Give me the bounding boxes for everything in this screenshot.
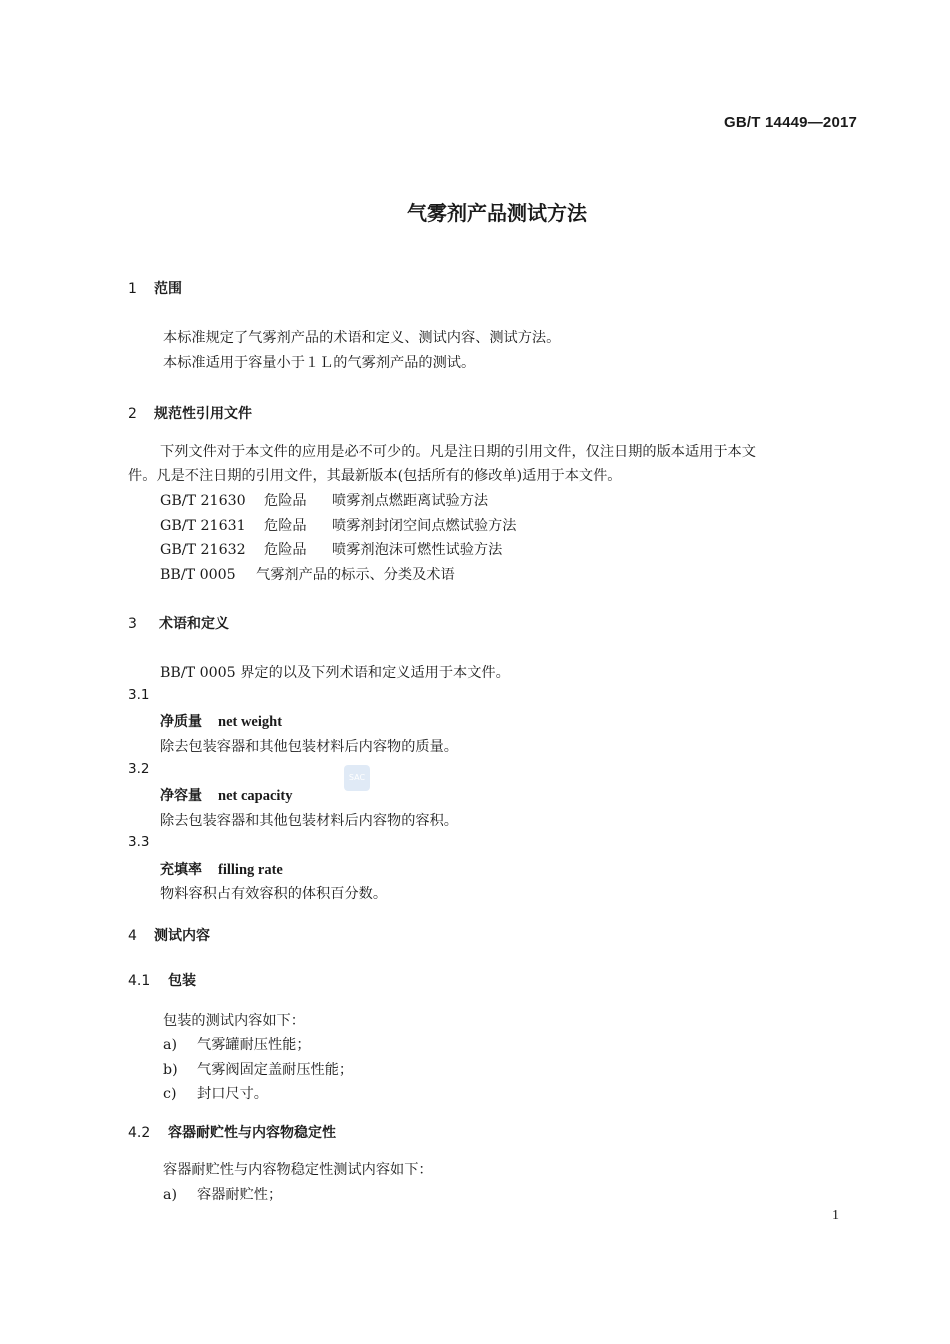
- section-4-1-intro: 包装的测试内容如下：: [163, 1013, 305, 1029]
- reference-item: [160, 515, 516, 535]
- list-item-label: c): [163, 1086, 177, 1102]
- reference-code: GB/T 21632: [160, 542, 246, 558]
- term-heading: [160, 859, 283, 879]
- section-1-heading: [128, 278, 182, 298]
- term-en: net capacity: [218, 788, 293, 804]
- term-en: filling rate: [218, 862, 283, 878]
- list-item: [163, 1083, 268, 1103]
- reference-title: 喷雾剂泡沫可燃性试验方法: [332, 542, 503, 558]
- section-4-2-title: 容器耐贮性与内容物稳定性: [168, 1125, 336, 1141]
- term-heading: [160, 785, 293, 805]
- reference-title: 喷雾剂封闭空间点燃试验方法: [332, 518, 517, 534]
- section-4-2-intro: 容器耐贮性与内容物稳定性测试内容如下：: [163, 1162, 433, 1178]
- list-item-text: 容器耐贮性；: [197, 1187, 283, 1203]
- term-number: 3.3: [128, 834, 150, 850]
- term-zh: 充填率: [160, 862, 202, 878]
- section-4-1-title: 包装: [168, 973, 196, 989]
- term-zh: 净容量: [160, 788, 202, 804]
- list-item-text: 封口尺寸。: [197, 1086, 268, 1102]
- page-number: 1: [832, 1208, 839, 1223]
- reference-item: [160, 564, 455, 584]
- section-3-title: 术语和定义: [159, 616, 229, 632]
- term-definition: 除去包装容器和其他包装材料后内容物的容积。: [160, 813, 458, 829]
- reference-item: [160, 490, 488, 510]
- reference-category: 危险品: [264, 542, 307, 558]
- reference-title: 喷雾剂点燃距离试验方法: [332, 493, 489, 509]
- term-number: 3.2: [128, 761, 150, 777]
- section-4-heading: [128, 925, 210, 945]
- section-2-intro-line-2: 件。凡是不注日期的引用文件，其最新版本(包括所有的修改单)适用于本文件。: [128, 468, 622, 484]
- term-number: 3.1: [128, 687, 150, 703]
- reference-item: [160, 539, 502, 559]
- section-4-2-number: 4.2: [128, 1125, 151, 1141]
- reference-title: 气雾剂产品的标示、分类及术语: [256, 567, 455, 583]
- term-definition: 除去包装容器和其他包装材料后内容物的质量。: [160, 739, 458, 755]
- reference-category: 危险品: [264, 518, 307, 534]
- section-1-number: 1: [128, 281, 137, 297]
- section-2-heading: [128, 403, 252, 423]
- list-item-label: b): [163, 1062, 178, 1078]
- section-3-number: 3: [128, 616, 137, 632]
- list-item-text: 气雾阀固定盖耐压性能；: [197, 1062, 354, 1078]
- reference-code: GB/T 21631: [160, 518, 246, 534]
- list-item-label: a): [163, 1187, 177, 1203]
- standard-number: GB/T 14449—2017: [724, 114, 858, 131]
- term-en: net weight: [218, 714, 283, 730]
- list-item-text: 气雾罐耐压性能；: [197, 1037, 311, 1053]
- section-1-title: 范围: [154, 281, 182, 297]
- section-4-1-number: 4.1: [128, 973, 151, 989]
- section-1-paragraph-1: 本标准规定了气雾剂产品的术语和定义、测试内容、测试方法。: [163, 330, 561, 346]
- section-4-title: 测试内容: [154, 928, 210, 944]
- term-definition: 物料容积占有效容积的体积百分数。: [160, 886, 388, 902]
- sac-watermark-icon: SAC: [344, 765, 370, 791]
- reference-code: BB/T 0005: [160, 567, 236, 583]
- list-item: [163, 1184, 282, 1204]
- section-2-title: 规范性引用文件: [154, 406, 252, 422]
- document-title: 气雾剂产品测试方法: [407, 201, 587, 225]
- reference-category: 危险品: [264, 493, 307, 509]
- section-4-2-heading: [128, 1122, 336, 1142]
- section-2-number: 2: [128, 406, 137, 422]
- reference-code: GB/T 21630: [160, 493, 246, 509]
- section-2-intro-line-1: 下列文件对于本文件的应用是必不可少的。凡是注日期的引用文件，仅注日期的版本适用于本文: [160, 444, 756, 460]
- term-heading: [160, 711, 282, 731]
- section-1-paragraph-2: 本标准适用于容量小于１Ｌ的气雾剂产品的测试。: [163, 355, 476, 371]
- section-3-intro: BB/T 0005 界定的以及下列术语和定义适用于本文件。: [160, 665, 510, 681]
- list-item: [163, 1059, 353, 1079]
- section-3-heading: [128, 613, 229, 633]
- list-item-label: a): [163, 1037, 177, 1053]
- term-zh: 净质量: [160, 714, 202, 730]
- list-item: [163, 1034, 311, 1054]
- section-4-1-heading: [128, 970, 196, 990]
- section-4-number: 4: [128, 928, 137, 944]
